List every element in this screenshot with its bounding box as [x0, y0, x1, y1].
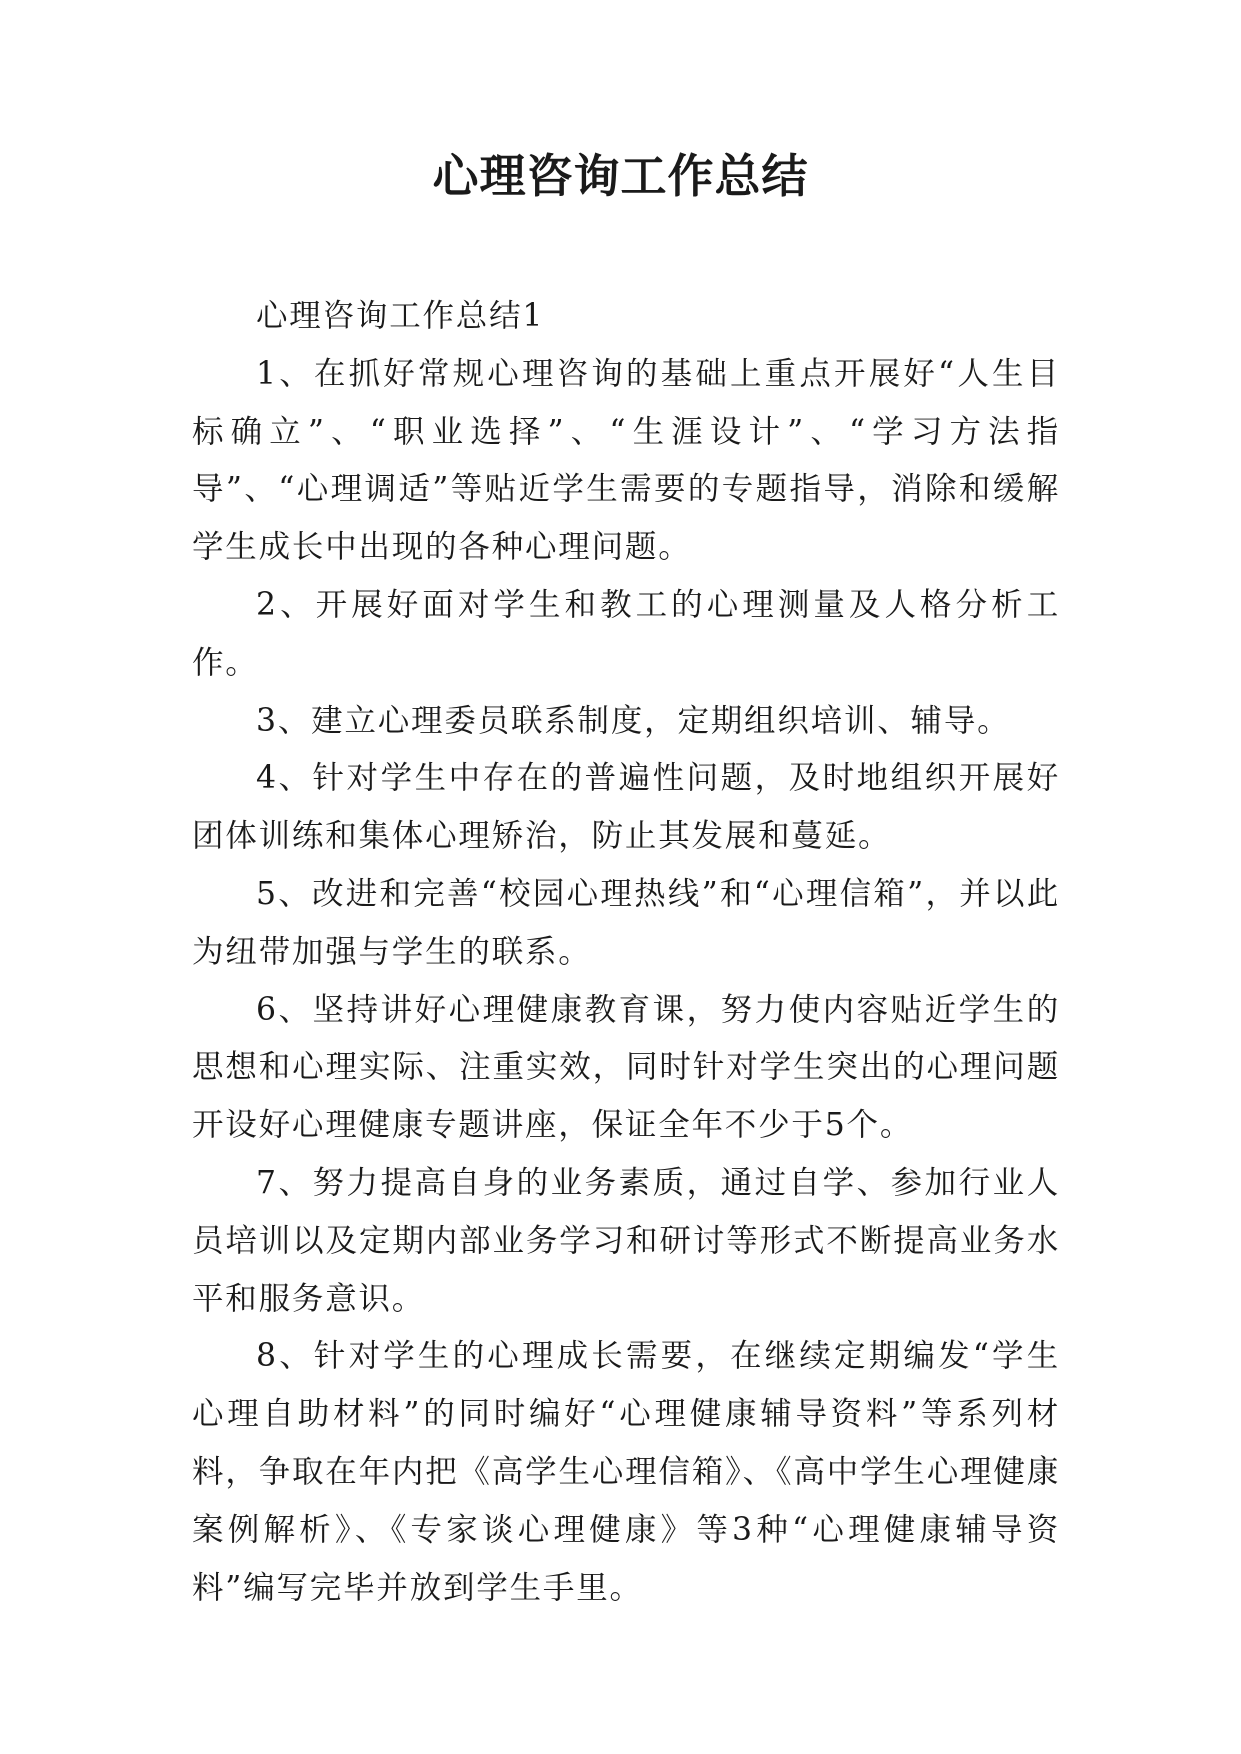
paragraph-3: 3、建立心理委员联系制度，定期组织培训、辅导。 [256, 702, 1011, 739]
paragraph-6: 6、坚持讲好心理健康教育课，努力使内容贴近学生的思想和心理实际、注重实效，同时针对学生突出的心理问题开设好心理健康专题讲座，保证全年不少于5个。 [192, 991, 1060, 1144]
paragraph-8: 8、针对学生的心理成长需要，在继续定期编发“学生心理自助材料”的同时编好“心理健康辅导资料”等系列材料，争取在年内把《高学生心理信箱》、《高中学生心理健康案例解析》、《专家谈心理健康》等3种“心理健康辅导资料”编写完毕并放到学生手里。 [192, 1338, 1060, 1606]
paragraph-5: 5、改进和完善“校园心理热线”和“心理信箱”，并以此为纽带加强与学生的联系。 [192, 875, 1060, 970]
document-title: 心理咨询工作总结 [432, 149, 809, 203]
document-body [192, 288, 1060, 1617]
paragraph-2: 2、开展好面对学生和教工的心理测量及人格分析工作。 [192, 586, 1060, 681]
section-heading: 心理咨询工作总结1 [256, 298, 545, 334]
paragraph-7: 7、努力提高自身的业务素质，通过自学、参加行业人员培训以及定期内部业务学习和研讨等形式不断提高业务水平和服务意识。 [192, 1164, 1060, 1317]
paragraph-1: 1、在抓好常规心理咨询的基础上重点开展好“人生目标确立”、“职业选择”、“生涯设计”、“学习方法指导”、“心理调适”等贴近学生需要的专题指导，消除和缓解学生成长中出现的各种心理问题。 [192, 355, 1060, 566]
paragraph-4: 4、针对学生中存在的普遍性问题，及时地组织开展好团体训练和集体心理矫治，防止其发展和蔓延。 [192, 760, 1060, 855]
